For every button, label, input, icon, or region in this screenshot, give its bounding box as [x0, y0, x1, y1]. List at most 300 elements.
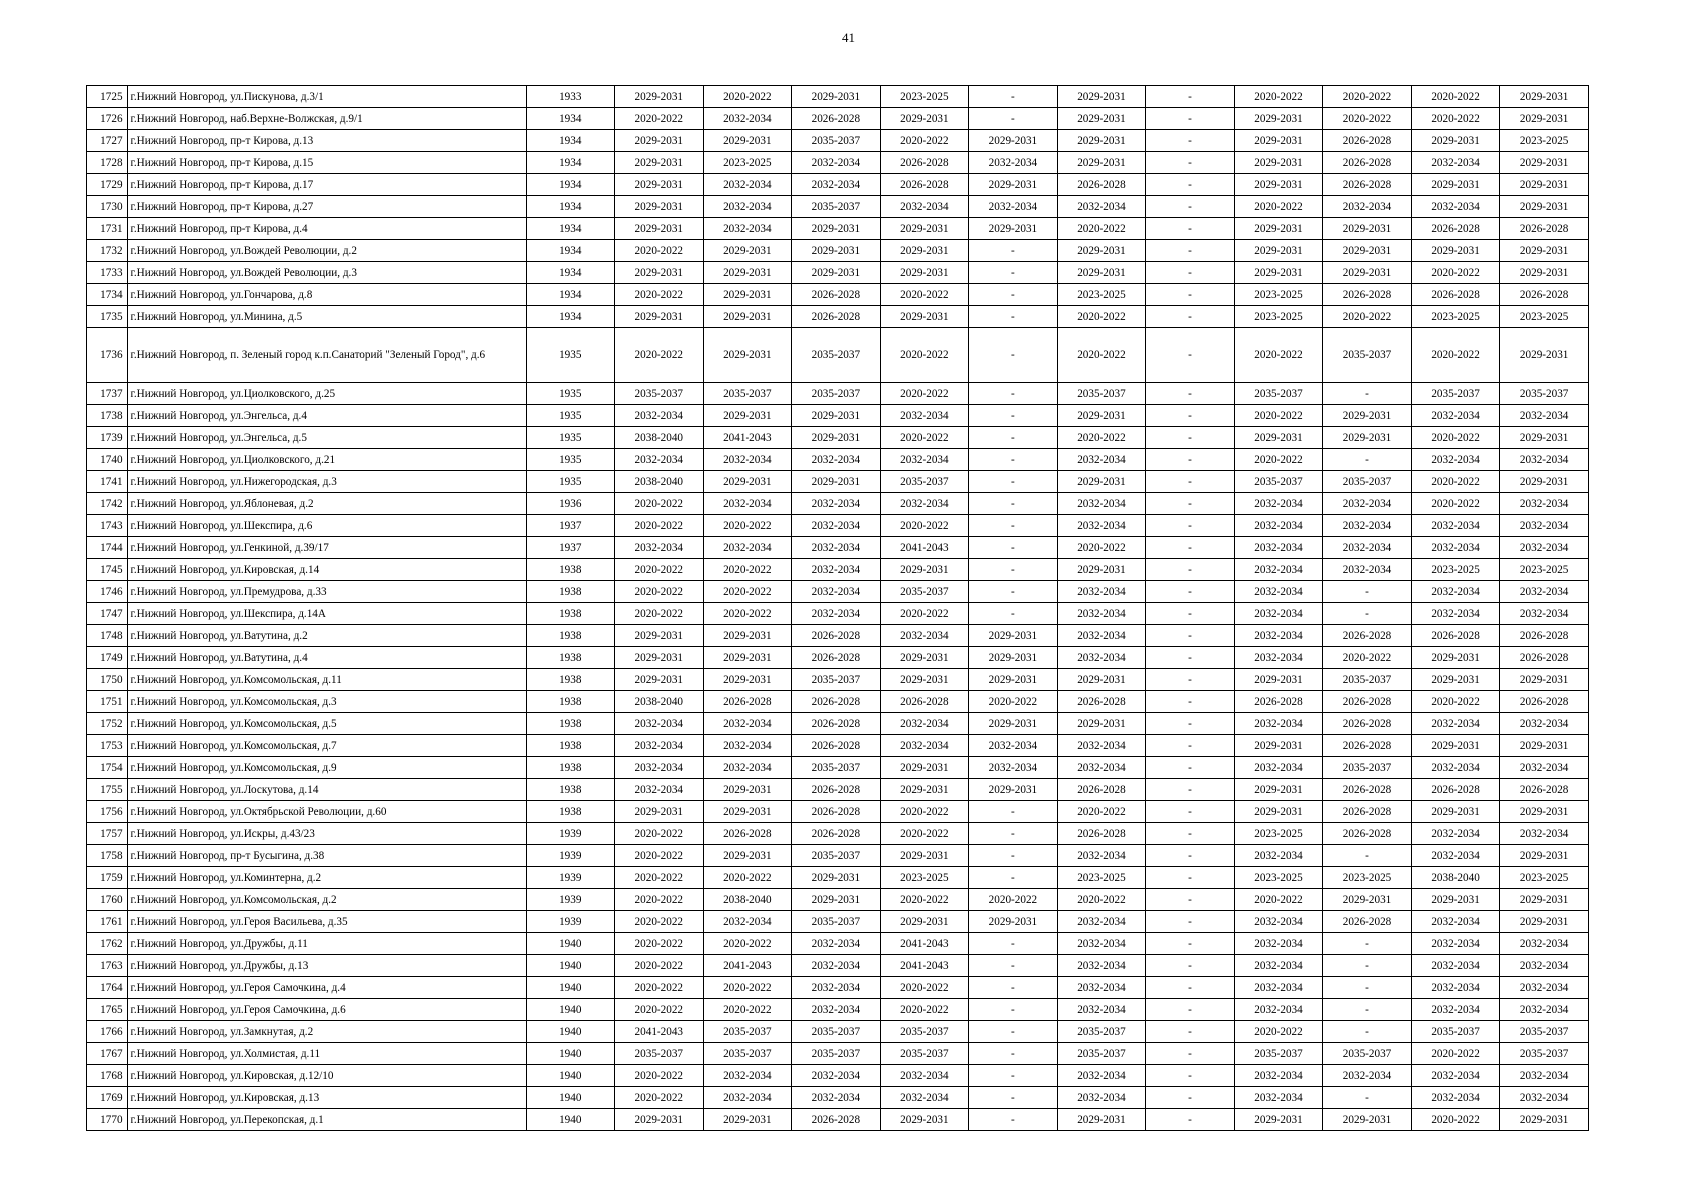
period-cell: 2026-2028	[1411, 625, 1500, 647]
year-cell: 1940	[526, 1065, 615, 1087]
period-cell: 2023-2025	[1411, 559, 1500, 581]
year-cell: 1935	[526, 449, 615, 471]
period-cell: 2032-2034	[1057, 1065, 1146, 1087]
period-cell: 2029-2031	[703, 262, 792, 284]
period-cell: 2041-2043	[880, 537, 969, 559]
period-cell: 2029-2031	[880, 845, 969, 867]
period-cell: 2032-2034	[1057, 1087, 1146, 1109]
period-cell: 2032-2034	[1057, 581, 1146, 603]
period-cell: -	[1146, 911, 1235, 933]
period-cell: 2029-2031	[1234, 130, 1323, 152]
period-cell: 2032-2034	[1411, 713, 1500, 735]
period-cell: 2020-2022	[1234, 1021, 1323, 1043]
period-cell: 2029-2031	[1411, 240, 1500, 262]
period-cell: -	[1146, 691, 1235, 713]
period-cell: -	[969, 1087, 1058, 1109]
table-row	[87, 713, 1589, 735]
period-cell: 2032-2034	[615, 713, 704, 735]
period-cell: 2020-2022	[1411, 108, 1500, 130]
period-cell: 2026-2028	[1500, 779, 1589, 801]
period-cell: 2029-2031	[1057, 471, 1146, 493]
period-cell: 2035-2037	[1500, 383, 1589, 405]
period-cell: 2032-2034	[1057, 196, 1146, 218]
period-cell: 2032-2034	[1411, 603, 1500, 625]
address-cell: г.Нижний Новгород, ул.Гончарова, д.8	[127, 284, 526, 306]
period-cell: 2032-2034	[792, 581, 881, 603]
period-cell: 2029-2031	[1234, 1109, 1323, 1131]
period-cell: 2029-2031	[1500, 427, 1589, 449]
period-cell: 2029-2031	[1234, 218, 1323, 240]
period-cell: 2026-2028	[1500, 284, 1589, 306]
period-cell: 2038-2040	[615, 691, 704, 713]
period-cell: 2032-2034	[1234, 757, 1323, 779]
address-cell: г.Нижний Новгород, пр-т Кирова, д.15	[127, 152, 526, 174]
period-cell: 2032-2034	[703, 196, 792, 218]
period-cell: 2029-2031	[792, 427, 881, 449]
period-cell: -	[969, 1109, 1058, 1131]
period-cell: 2020-2022	[1234, 889, 1323, 911]
row-number-cell: 1760	[87, 889, 128, 911]
row-number-cell: 1750	[87, 669, 128, 691]
period-cell: 2029-2031	[1234, 262, 1323, 284]
period-cell: -	[1146, 383, 1235, 405]
year-cell: 1933	[526, 86, 615, 108]
period-cell: 2035-2037	[703, 383, 792, 405]
period-cell: 2032-2034	[1411, 1087, 1500, 1109]
period-cell: -	[1146, 108, 1235, 130]
period-cell: 2032-2034	[1500, 757, 1589, 779]
period-cell: -	[969, 405, 1058, 427]
period-cell: 2020-2022	[1411, 328, 1500, 383]
period-cell: -	[1146, 86, 1235, 108]
period-cell: -	[1146, 625, 1235, 647]
year-cell: 1937	[526, 537, 615, 559]
period-cell: 2026-2028	[792, 108, 881, 130]
period-cell: 2032-2034	[880, 449, 969, 471]
period-cell: 2020-2022	[1411, 1109, 1500, 1131]
row-number-cell: 1727	[87, 130, 128, 152]
period-cell: -	[1146, 196, 1235, 218]
address-cell: г.Нижний Новгород, ул.Вождей Революции, д.3	[127, 262, 526, 284]
period-cell: 2029-2031	[880, 108, 969, 130]
period-cell: -	[969, 108, 1058, 130]
period-cell: 2029-2031	[615, 669, 704, 691]
period-cell: 2029-2031	[1234, 240, 1323, 262]
period-cell: 2029-2031	[1057, 1109, 1146, 1131]
period-cell: 2020-2022	[1057, 328, 1146, 383]
period-cell: 2032-2034	[703, 537, 792, 559]
period-cell: 2032-2034	[880, 1065, 969, 1087]
period-cell: 2029-2031	[880, 911, 969, 933]
period-cell: 2032-2034	[1411, 823, 1500, 845]
address-cell: г.Нижний Новгород, ул.Холмистая, д.11	[127, 1043, 526, 1065]
period-cell: -	[1146, 515, 1235, 537]
period-cell: 2035-2037	[1323, 757, 1412, 779]
year-cell: 1938	[526, 779, 615, 801]
address-cell: г.Нижний Новгород, ул.Комсомольская, д.9	[127, 757, 526, 779]
period-cell: -	[1146, 977, 1235, 999]
period-cell: 2023-2025	[1323, 867, 1412, 889]
period-cell: 2032-2034	[1411, 196, 1500, 218]
period-cell: -	[969, 284, 1058, 306]
period-cell: 2020-2022	[1411, 493, 1500, 515]
period-cell: 2020-2022	[615, 284, 704, 306]
period-cell: -	[1146, 779, 1235, 801]
period-cell: 2020-2022	[615, 515, 704, 537]
address-cell: г.Нижний Новгород, ул.Кировская, д.12/10	[127, 1065, 526, 1087]
period-cell: 2032-2034	[1057, 493, 1146, 515]
table-row	[87, 801, 1589, 823]
row-number-cell: 1746	[87, 581, 128, 603]
period-cell: 2032-2034	[615, 779, 704, 801]
period-cell: 2020-2022	[969, 691, 1058, 713]
period-cell: 2026-2028	[880, 174, 969, 196]
period-cell: 2026-2028	[880, 152, 969, 174]
address-cell: г.Нижний Новгород, ул.Перекопская, д.1	[127, 1109, 526, 1131]
period-cell: -	[1146, 262, 1235, 284]
period-cell: -	[969, 383, 1058, 405]
period-cell: 2035-2037	[880, 581, 969, 603]
period-cell: 2029-2031	[1411, 735, 1500, 757]
period-cell: -	[1146, 284, 1235, 306]
period-cell: 2020-2022	[880, 284, 969, 306]
period-cell: 2032-2034	[1411, 757, 1500, 779]
table-row	[87, 515, 1589, 537]
period-cell: 2032-2034	[1234, 845, 1323, 867]
address-cell: г.Нижний Новгород, ул.Героя Самочкина, д.6	[127, 999, 526, 1021]
address-cell: г.Нижний Новгород, ул.Лоскутова, д.14	[127, 779, 526, 801]
row-number-cell: 1735	[87, 306, 128, 328]
table-row	[87, 823, 1589, 845]
period-cell: 2026-2028	[1500, 218, 1589, 240]
period-cell: 2029-2031	[703, 779, 792, 801]
period-cell: 2020-2022	[880, 328, 969, 383]
table-row	[87, 471, 1589, 493]
period-cell: 2035-2037	[880, 1043, 969, 1065]
period-cell: 2029-2031	[703, 328, 792, 383]
address-cell: г.Нижний Новгород, ул.Комсомольская, д.2	[127, 889, 526, 911]
period-cell: -	[1146, 889, 1235, 911]
period-cell: 2032-2034	[792, 174, 881, 196]
period-cell: -	[1146, 823, 1235, 845]
period-cell: 2029-2031	[792, 262, 881, 284]
period-cell: 2032-2034	[1500, 823, 1589, 845]
table-row	[87, 845, 1589, 867]
table-row	[87, 405, 1589, 427]
period-cell: 2032-2034	[1057, 955, 1146, 977]
year-cell: 1939	[526, 889, 615, 911]
period-cell: 2032-2034	[703, 1087, 792, 1109]
period-cell: -	[969, 86, 1058, 108]
period-cell: -	[1146, 537, 1235, 559]
period-cell: 2035-2037	[792, 1021, 881, 1043]
period-cell: 2032-2034	[1234, 559, 1323, 581]
period-cell: 2026-2028	[1057, 691, 1146, 713]
address-cell: г.Нижний Новгород, ул.Героя Самочкина, д.4	[127, 977, 526, 999]
period-cell: 2020-2022	[615, 977, 704, 999]
address-cell: г.Нижний Новгород, ул.Премудрова, д.33	[127, 581, 526, 603]
table-row	[87, 174, 1589, 196]
period-cell: 2029-2031	[703, 647, 792, 669]
period-cell: 2026-2028	[1500, 691, 1589, 713]
period-cell: 2032-2034	[703, 713, 792, 735]
period-cell: 2023-2025	[1057, 867, 1146, 889]
period-cell: -	[1146, 735, 1235, 757]
period-cell: 2035-2037	[880, 1021, 969, 1043]
year-cell: 1939	[526, 845, 615, 867]
year-cell: 1938	[526, 735, 615, 757]
period-cell: -	[969, 823, 1058, 845]
year-cell: 1934	[526, 262, 615, 284]
period-cell: 2029-2031	[1500, 262, 1589, 284]
period-cell: 2035-2037	[1323, 328, 1412, 383]
table-row	[87, 108, 1589, 130]
period-cell: 2032-2034	[1234, 1087, 1323, 1109]
period-cell: 2020-2022	[880, 977, 969, 999]
period-cell: 2032-2034	[1500, 449, 1589, 471]
period-cell: 2026-2028	[1323, 713, 1412, 735]
period-cell: 2029-2031	[792, 86, 881, 108]
period-cell: 2038-2040	[703, 889, 792, 911]
period-cell: 2029-2031	[703, 405, 792, 427]
period-cell: 2032-2034	[1411, 405, 1500, 427]
period-cell: 2032-2034	[1323, 493, 1412, 515]
year-cell: 1939	[526, 867, 615, 889]
period-cell: 2029-2031	[880, 559, 969, 581]
address-cell: г.Нижний Новгород, ул.Кировская, д.13	[127, 1087, 526, 1109]
period-cell: 2029-2031	[1500, 240, 1589, 262]
period-cell: 2029-2031	[792, 889, 881, 911]
table-row	[87, 240, 1589, 262]
period-cell: 2029-2031	[1323, 427, 1412, 449]
period-cell: 2041-2043	[880, 955, 969, 977]
period-cell: 2032-2034	[1234, 933, 1323, 955]
row-number-cell: 1730	[87, 196, 128, 218]
address-cell: г.Нижний Новгород, ул.Дружбы, д.11	[127, 933, 526, 955]
period-cell: 2029-2031	[1234, 152, 1323, 174]
period-cell: 2020-2022	[1057, 306, 1146, 328]
table-row	[87, 955, 1589, 977]
table-row	[87, 1021, 1589, 1043]
period-cell: 2032-2034	[703, 108, 792, 130]
period-cell: 2032-2034	[1323, 559, 1412, 581]
period-cell: 2026-2028	[792, 713, 881, 735]
period-cell: 2029-2031	[1500, 735, 1589, 757]
period-cell: 2029-2031	[880, 647, 969, 669]
period-cell: 2020-2022	[1057, 218, 1146, 240]
period-cell: 2020-2022	[1234, 328, 1323, 383]
address-cell: г.Нижний Новгород, ул.Минина, д.5	[127, 306, 526, 328]
address-cell: г.Нижний Новгород, ул.Шекспира, д.14А	[127, 603, 526, 625]
period-cell: 2029-2031	[703, 801, 792, 823]
table-row	[87, 867, 1589, 889]
table-row	[87, 86, 1589, 108]
period-cell: 2020-2022	[1234, 196, 1323, 218]
period-cell: 2035-2037	[1500, 1043, 1589, 1065]
period-cell: -	[1146, 449, 1235, 471]
period-cell: 2032-2034	[703, 218, 792, 240]
address-cell: г.Нижний Новгород, ул.Коминтерна, д.2	[127, 867, 526, 889]
period-cell: -	[1146, 405, 1235, 427]
period-cell: 2032-2034	[880, 405, 969, 427]
period-cell: 2032-2034	[1411, 1065, 1500, 1087]
period-cell: 2032-2034	[1234, 537, 1323, 559]
period-cell: 2035-2037	[1234, 1043, 1323, 1065]
period-cell: 2032-2034	[1500, 581, 1589, 603]
period-cell: -	[1146, 955, 1235, 977]
year-cell: 1934	[526, 240, 615, 262]
year-cell: 1940	[526, 999, 615, 1021]
period-cell: 2020-2022	[1411, 691, 1500, 713]
period-cell: 2029-2031	[1057, 669, 1146, 691]
table-row	[87, 218, 1589, 240]
period-cell: -	[1146, 933, 1235, 955]
period-cell: -	[969, 471, 1058, 493]
table-row	[87, 735, 1589, 757]
table-row	[87, 889, 1589, 911]
period-cell: -	[1146, 1087, 1235, 1109]
period-cell: 2035-2037	[1323, 1043, 1412, 1065]
period-cell: 2020-2022	[615, 108, 704, 130]
period-cell: 2032-2034	[792, 603, 881, 625]
period-cell: 2032-2034	[1500, 1065, 1589, 1087]
period-cell: 2029-2031	[615, 196, 704, 218]
period-cell: -	[969, 581, 1058, 603]
period-cell: 2032-2034	[1057, 757, 1146, 779]
period-cell: 2032-2034	[1234, 911, 1323, 933]
table-row	[87, 691, 1589, 713]
row-number-cell: 1733	[87, 262, 128, 284]
period-cell: -	[969, 1021, 1058, 1043]
period-cell: 2029-2031	[1057, 559, 1146, 581]
period-cell: 2023-2025	[1411, 306, 1500, 328]
period-cell: 2026-2028	[792, 1109, 881, 1131]
row-number-cell: 1742	[87, 493, 128, 515]
period-cell: 2041-2043	[703, 955, 792, 977]
period-cell: 2026-2028	[1411, 284, 1500, 306]
address-cell: г.Нижний Новгород, ул.Генкиной, д.39/17	[127, 537, 526, 559]
period-cell: 2029-2031	[1234, 779, 1323, 801]
address-cell: г.Нижний Новгород, ул.Кировская, д.14	[127, 559, 526, 581]
period-cell: 2029-2031	[1500, 801, 1589, 823]
period-cell: -	[1146, 1065, 1235, 1087]
period-cell: 2020-2022	[615, 1065, 704, 1087]
period-cell: 2020-2022	[880, 383, 969, 405]
address-cell: г.Нижний Новгород, ул.Комсомольская, д.7	[127, 735, 526, 757]
period-cell: 2032-2034	[880, 713, 969, 735]
address-cell: г.Нижний Новгород, пр-т Кирова, д.13	[127, 130, 526, 152]
table-row	[87, 130, 1589, 152]
table-row	[87, 1087, 1589, 1109]
period-cell: 2032-2034	[880, 735, 969, 757]
period-cell: 2032-2034	[1234, 515, 1323, 537]
period-cell: 2026-2028	[1323, 284, 1412, 306]
period-cell: -	[1146, 1109, 1235, 1131]
period-cell: 2032-2034	[1057, 603, 1146, 625]
period-cell: 2023-2025	[1234, 306, 1323, 328]
period-cell: 2029-2031	[703, 669, 792, 691]
period-cell: -	[969, 845, 1058, 867]
period-cell: 2026-2028	[880, 691, 969, 713]
period-cell: 2020-2022	[615, 328, 704, 383]
period-cell: 2032-2034	[792, 933, 881, 955]
row-number-cell: 1754	[87, 757, 128, 779]
row-number-cell: 1739	[87, 427, 128, 449]
table-row	[87, 581, 1589, 603]
period-cell: 2026-2028	[1057, 779, 1146, 801]
period-cell: 2029-2031	[1057, 240, 1146, 262]
table-row	[87, 1109, 1589, 1131]
row-number-cell: 1768	[87, 1065, 128, 1087]
row-number-cell: 1769	[87, 1087, 128, 1109]
period-cell: 2032-2034	[703, 735, 792, 757]
period-cell: 2020-2022	[880, 889, 969, 911]
period-cell: 2035-2037	[792, 757, 881, 779]
period-cell: 2032-2034	[1411, 152, 1500, 174]
period-cell: 2020-2022	[703, 86, 792, 108]
period-cell: 2038-2040	[615, 471, 704, 493]
table-row	[87, 603, 1589, 625]
period-cell: 2029-2031	[615, 1109, 704, 1131]
period-cell: 2032-2034	[1057, 999, 1146, 1021]
period-cell: 2020-2022	[1057, 427, 1146, 449]
period-cell: -	[1146, 581, 1235, 603]
period-cell: 2023-2025	[1500, 306, 1589, 328]
period-cell: 2032-2034	[1323, 515, 1412, 537]
period-cell: 2029-2031	[969, 647, 1058, 669]
row-number-cell: 1741	[87, 471, 128, 493]
period-cell: 2029-2031	[1057, 86, 1146, 108]
period-cell: 2026-2028	[1323, 779, 1412, 801]
period-cell: -	[969, 537, 1058, 559]
period-cell: 2029-2031	[880, 262, 969, 284]
period-cell: 2020-2022	[969, 889, 1058, 911]
year-cell: 1935	[526, 405, 615, 427]
period-cell: 2029-2031	[1057, 262, 1146, 284]
period-cell: 2032-2034	[1234, 955, 1323, 977]
period-cell: 2035-2037	[1234, 471, 1323, 493]
period-cell: 2032-2034	[703, 493, 792, 515]
period-cell: 2029-2031	[1411, 889, 1500, 911]
period-cell: 2020-2022	[1323, 86, 1412, 108]
period-cell: 2029-2031	[792, 405, 881, 427]
period-cell: 2035-2037	[880, 471, 969, 493]
period-cell: 2029-2031	[1234, 108, 1323, 130]
period-cell: 2032-2034	[1323, 196, 1412, 218]
period-cell: -	[969, 977, 1058, 999]
period-cell: 2029-2031	[969, 218, 1058, 240]
period-cell: 2026-2028	[1057, 174, 1146, 196]
period-cell: 2035-2037	[1057, 383, 1146, 405]
period-cell: 2026-2028	[792, 801, 881, 823]
period-cell: 2038-2040	[1411, 867, 1500, 889]
period-cell: 2032-2034	[1411, 977, 1500, 999]
period-cell: -	[1146, 306, 1235, 328]
period-cell: -	[1146, 328, 1235, 383]
period-cell: 2032-2034	[703, 174, 792, 196]
period-cell: -	[969, 933, 1058, 955]
period-cell: 2026-2028	[1234, 691, 1323, 713]
period-cell: 2020-2022	[703, 559, 792, 581]
year-cell: 1934	[526, 284, 615, 306]
table-row	[87, 669, 1589, 691]
period-cell: 2023-2025	[880, 86, 969, 108]
period-cell: -	[1146, 801, 1235, 823]
table-row	[87, 625, 1589, 647]
table-row	[87, 1065, 1589, 1087]
row-number-cell: 1755	[87, 779, 128, 801]
table-row	[87, 328, 1589, 383]
